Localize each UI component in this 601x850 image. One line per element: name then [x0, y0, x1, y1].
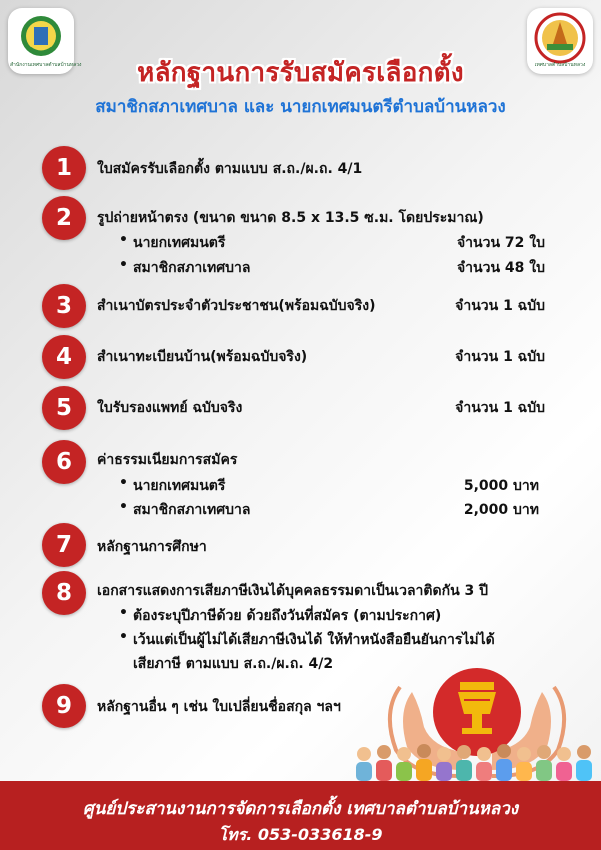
item-number-badge: 3 — [42, 284, 86, 328]
item-number-badge: 4 — [42, 335, 86, 379]
right-logo-caption: เทศบาลตำบลบ้านหลวง — [534, 62, 586, 68]
sub-label: • ต้องระบุปีภาษีด้วย ด้วยถึงวันที่สมัคร (ตามประกาศ) — [119, 605, 441, 627]
footer-organization: ศูนย์ประสานงานการจัดการเลือกตั้ง เทศบาลตำบลบ้านหลวง — [82, 799, 519, 819]
item-value: จำนวน 1 ฉบับ — [455, 298, 545, 314]
item-number-badge: 2 — [42, 196, 86, 240]
sub-label: เสียภาษี ตามแบบ ส.ถ./ผ.ถ. 4/2 — [133, 656, 334, 672]
page-subtitle: สมาชิกสภาเทศบาล และ นายกเทศมนตรีตำบลบ้านหลวง — [95, 97, 506, 117]
footer-phone: โทร. 053-033618-9 — [218, 825, 383, 844]
item-text: สำเนาบัตรประจำตัวประชาชน(พร้อมฉบับจริง) — [97, 298, 376, 314]
item-text: ใบสมัครรับเลือกตั้ง ตามแบบ ส.ถ./ผ.ถ. 4/1 — [97, 161, 363, 177]
item-text: หลักฐานอื่น ๆ เช่น ใบเปลี่ยนชื่อสกุล ฯลฯ — [97, 699, 341, 715]
sub-value: 5,000 บาท — [463, 478, 539, 494]
sub-label: • นายกเทศมนตรี — [119, 475, 225, 497]
sub-value: 2,000 บาท — [463, 502, 539, 518]
crowd-icon — [352, 740, 601, 781]
item-text: หลักฐานการศึกษา — [97, 539, 207, 555]
sub-label: • สมาชิกสภาเทศบาล — [119, 499, 250, 521]
item-number-badge: 8 — [42, 571, 86, 615]
item-number-badge: 1 — [42, 146, 86, 190]
sub-label: • เว้นแต่เป็นผู้ไม่ได้เสียภาษีเงินได้ ให้ทำหนังสือยืนยันการไม่ได้ — [119, 629, 495, 651]
sub-label: • สมาชิกสภาเทศบาล — [119, 257, 250, 279]
sub-label: • นายกเทศมนตรี — [119, 232, 225, 254]
page-title: หลักฐานการรับสมัครเลือกตั้ง — [137, 58, 464, 88]
item-number-badge: 7 — [42, 523, 86, 567]
item-value: จำนวน 1 ฉบับ — [455, 349, 545, 365]
item-number-badge: 5 — [42, 386, 86, 430]
sub-value: จำนวน 48 ใบ — [456, 260, 545, 276]
item-number-badge: 6 — [42, 440, 86, 484]
left-logo-caption: สำนักงานเทศบาลตำบลบ้านหลวง — [10, 62, 82, 68]
sub-value: จำนวน 72 ใบ — [456, 235, 545, 251]
item-text: สำเนาทะเบียนบ้าน(พร้อมฉบับจริง) — [97, 349, 308, 365]
item-text: ค่าธรรมเนียมการสมัคร — [97, 452, 238, 468]
item-text: ใบรับรองแพทย์ ฉบับจริง — [97, 400, 243, 416]
item-text: เอกสารแสดงการเสียภาษีเงินได้บุคคลธรรมดาเป็นเวลาติดกัน 3 ปี — [97, 583, 489, 599]
item-text: รูปถ่ายหน้าตรง (ขนาด ขนาด 8.5 x 13.5 ซ.ม. โดยประมาณ) — [97, 210, 484, 226]
item-number-badge: 9 — [42, 684, 86, 728]
footer-bar — [0, 781, 601, 850]
item-value: จำนวน 1 ฉบับ — [455, 400, 545, 416]
